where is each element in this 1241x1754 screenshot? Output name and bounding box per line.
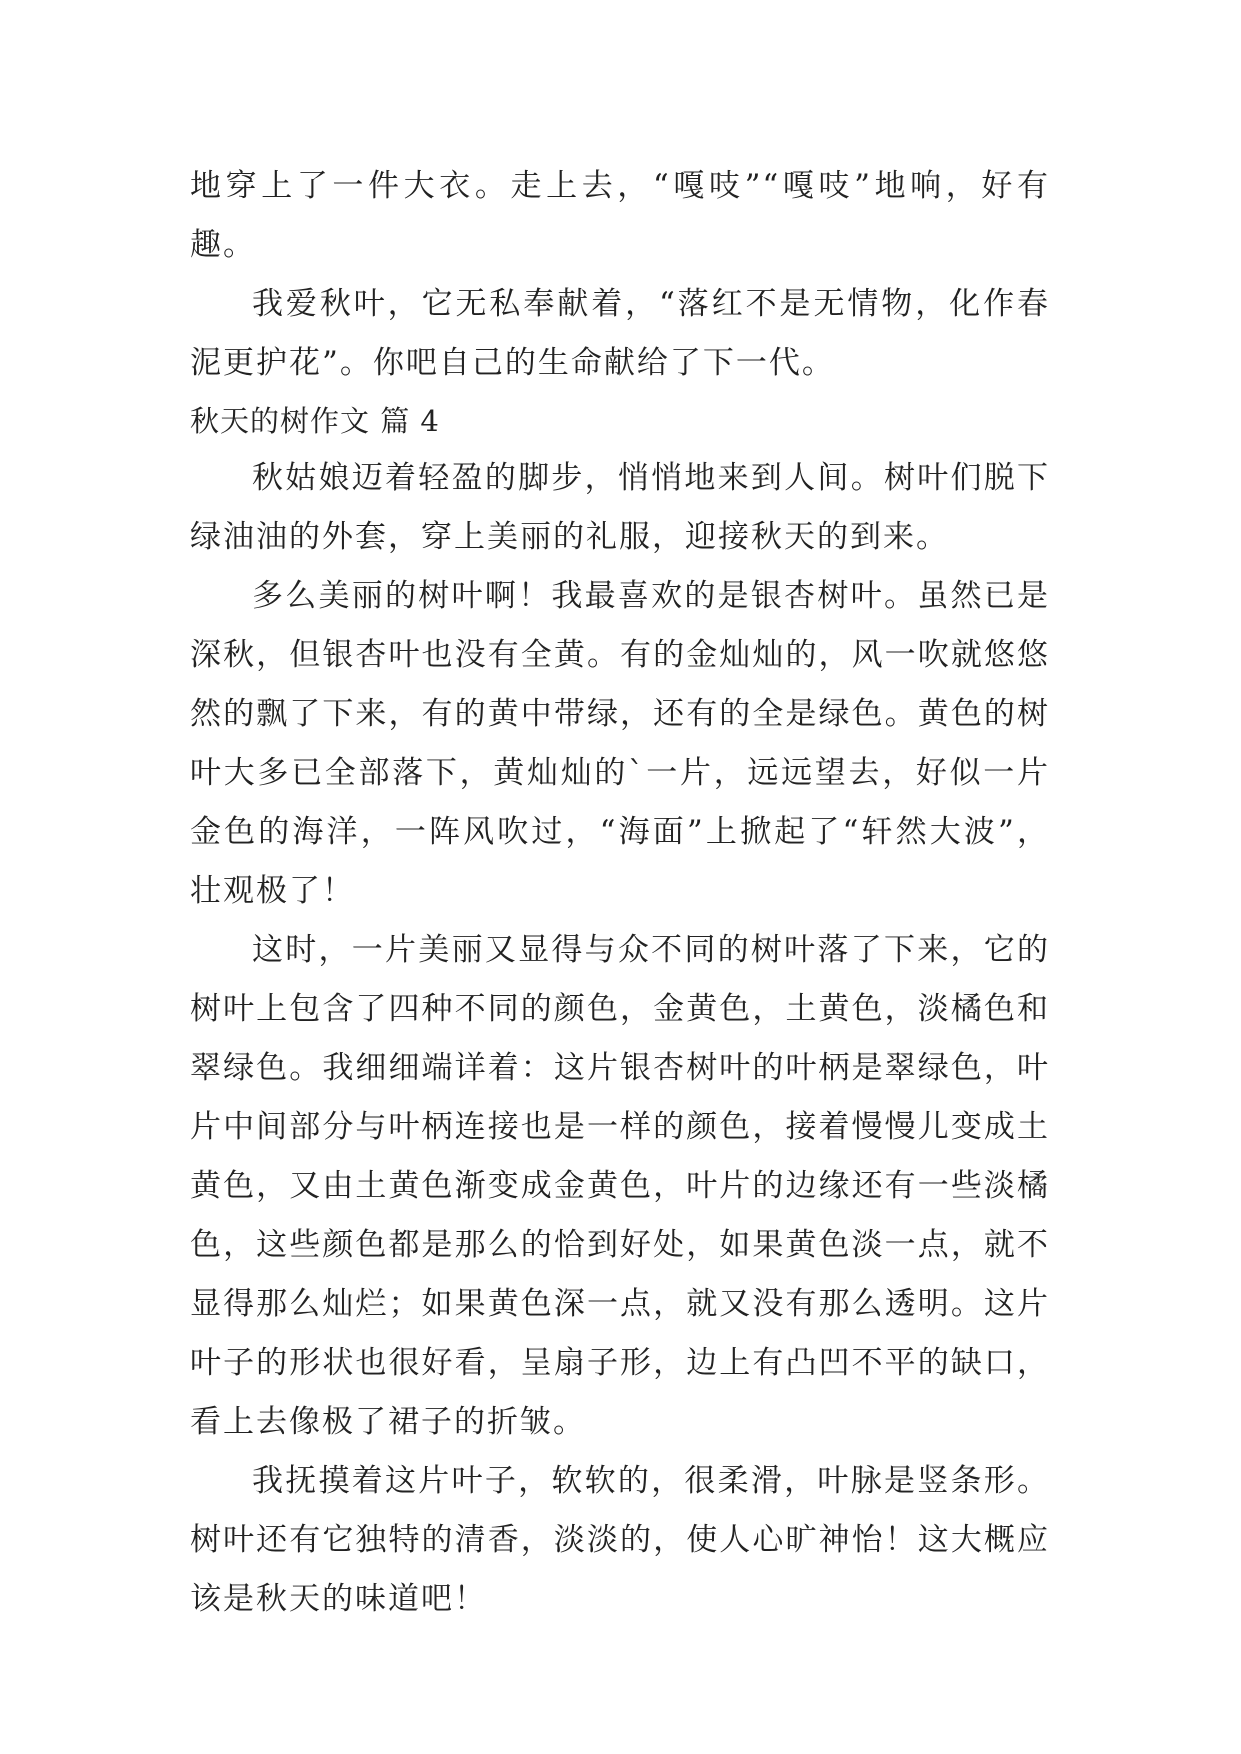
section-title: 秋天的树作文 篇 4 — [190, 404, 440, 438]
paragraph: 秋姑娘迈着轻盈的脚步，悄悄地来到人间。树叶们脱下绿油油的外套，穿上美丽的礼服，迎接秋天的到来。 — [190, 460, 1050, 555]
paragraph: 这时，一片美丽又显得与众不同的树叶落了下来，它的树叶上包含了四种不同的颜色，金黄色，土黄色，淡橘色和翠绿色。我细细端详着：这片银杏树叶的叶柄是翠绿色，叶片中间部分与叶柄连接也是一样的颜色，接着慢慢儿变成土黄色，又由土黄色渐变成金黄色，叶片的边缘还有一些淡橘色，这些颜色都是那么的恰到好处，如果黄色淡一点，就不显得那么灿烂；如果黄色深一点，就又没有那么透明。这片叶子的形状也很好看，呈扇子形，边上有凸凹不平的缺口，看上去像极了裙子的折皱。 — [190, 932, 1050, 1440]
paragraph: 我抚摸着这片叶子，软软的，很柔滑，叶脉是竖条形。树叶还有它独特的清香，淡淡的，使人心旷神怡！这大概应该是秋天的味道吧！ — [190, 1463, 1050, 1617]
paragraph: 多么美丽的树叶啊！我最喜欢的是银杏树叶。虽然已是深秋，但银杏叶也没有全黄。有的金灿灿的，风一吹就悠悠然的飘了下来，有的黄中带绿，还有的全是绿色。黄色的树叶大多已全部落下，黄灿灿的`一片，远远望去，好似一片金色的海洋，一阵风吹过，“海面”上掀起了“轩然大波”，壮观极了！ — [190, 578, 1050, 909]
document-body — [190, 157, 1050, 1629]
continued-paragraph: 地穿上了一件大衣。走上去，“嘎吱”“嘎吱”地响，好有趣。 — [190, 168, 1050, 263]
paragraph: 我爱秋叶，它无私奉献着，“落红不是无情物，化作春泥更护花”。你吧自己的生命献给了下一代。 — [190, 286, 1050, 381]
